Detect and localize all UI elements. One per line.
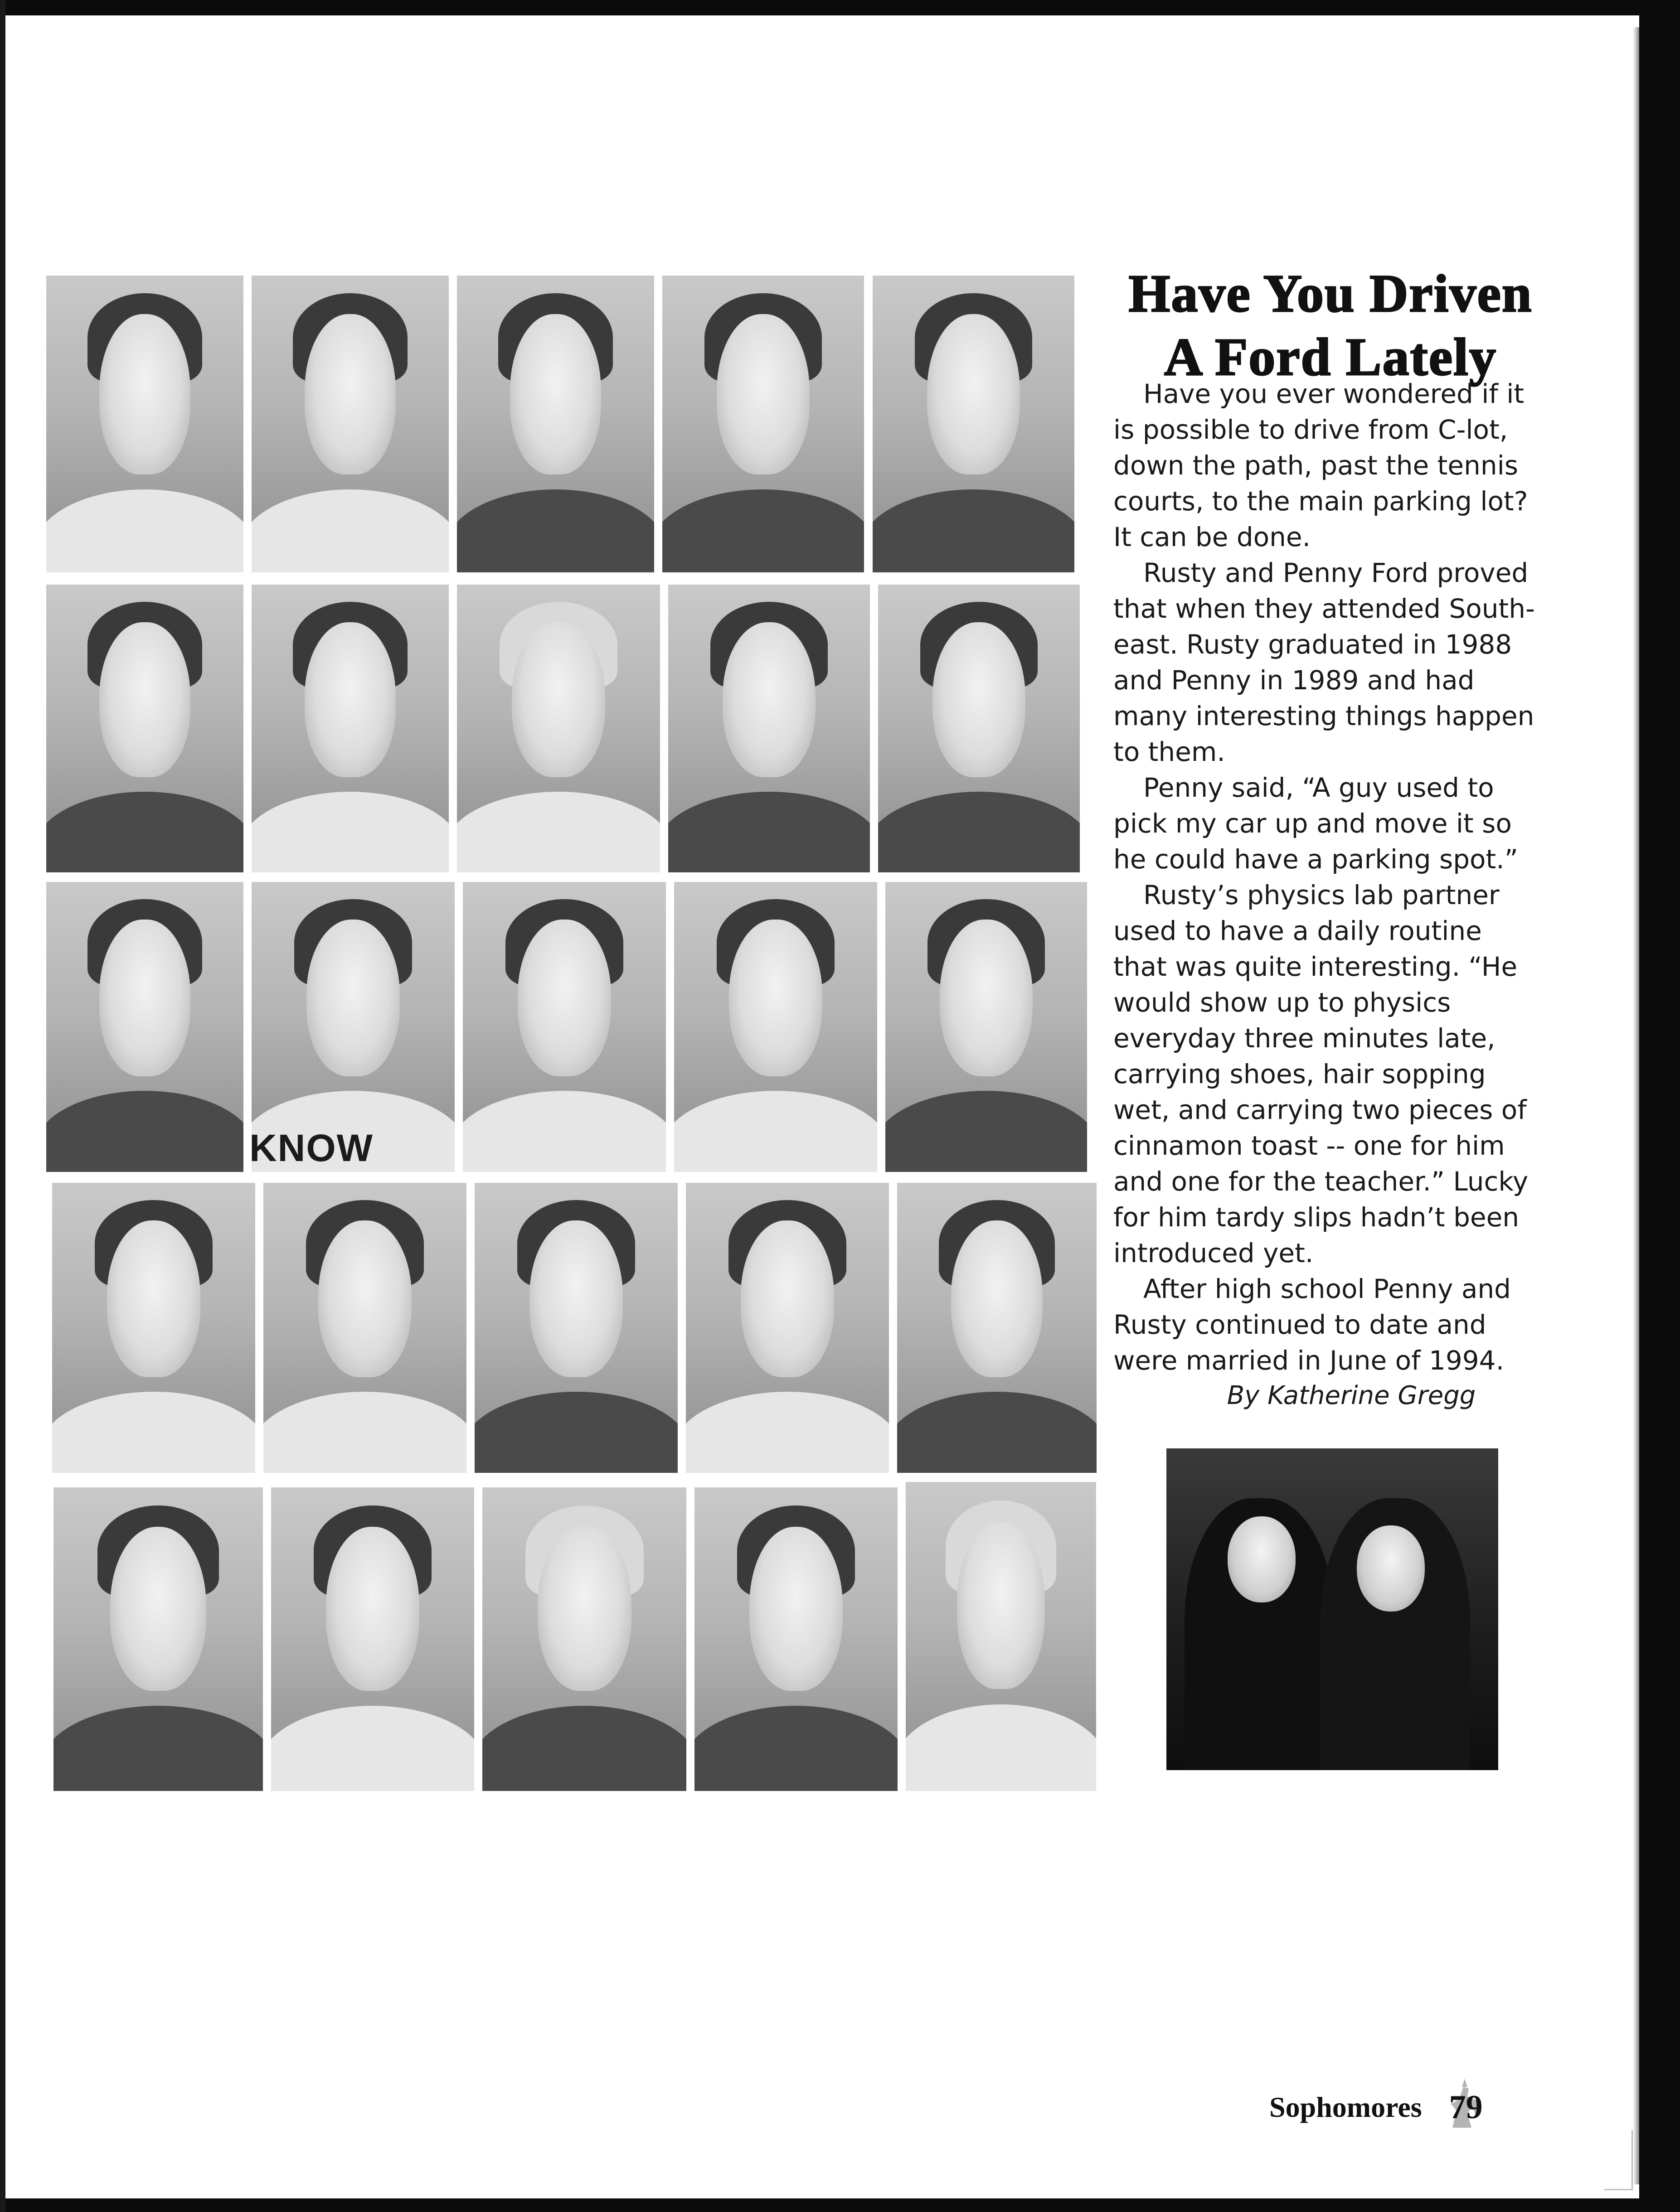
student-portrait <box>46 585 243 872</box>
student-portrait <box>668 585 870 872</box>
student-portrait <box>686 1183 889 1473</box>
student-portrait <box>897 1183 1097 1473</box>
student-portrait <box>885 882 1087 1172</box>
student-portrait <box>46 882 243 1172</box>
article-paragraph: Penny said, “A guy used to pick my car up and move it so he could have a parking spot.” <box>1113 772 1518 875</box>
article-paragraph: Rusty’s physics lab partner used to have a daily routine that was quite interesting. “He would show up to physics everyday three minutes late, carrying shoes, hair sopping wet, and carrying two pieces of cinnamon toast -- one for him and one for the teacher.” Lucky for him tardy slips hadn’t been introduced yet. <box>1113 880 1529 1268</box>
student-portrait <box>906 1482 1096 1791</box>
article-byline: By Katherine Gregg <box>1227 1381 1476 1410</box>
student-portrait <box>252 585 449 872</box>
article-headline <box>1092 262 1568 389</box>
student-portrait <box>252 276 449 572</box>
couple-photo <box>1166 1448 1498 1770</box>
student-portrait <box>263 1183 466 1473</box>
student-portrait <box>694 1487 898 1791</box>
page-corner <box>1604 2130 1633 2190</box>
page-number-badge <box>1432 2073 1500 2141</box>
student-portrait <box>46 276 243 572</box>
scan-border-bottom <box>0 2198 1680 2212</box>
student-portrait <box>878 585 1080 872</box>
headline-line-2: A Ford Lately <box>1164 327 1497 387</box>
article-paragraph: Have you ever wondered if it is possible to drive from C-lot, down the path, past the tennis courts, to the main parking lot? It can be done. <box>1113 378 1528 552</box>
scan-border-right <box>1639 0 1680 2212</box>
scan-border-left <box>0 0 5 2212</box>
student-portrait <box>271 1487 474 1791</box>
section-label: Sophomores <box>1269 2091 1422 2123</box>
student-portrait <box>873 276 1074 572</box>
page-footer <box>1269 2080 1500 2135</box>
article-paragraph: Rusty and Penny Ford proved that when they attended South-east. Rusty graduated in 1988 and Penny in 1989 and had many interesting things happen to them. <box>1113 557 1535 767</box>
book-spine-edge <box>1633 27 1639 2184</box>
page-number: 79 <box>1449 2088 1483 2126</box>
student-portrait <box>662 276 864 572</box>
student-portrait <box>53 1487 263 1791</box>
student-portrait <box>457 585 660 872</box>
student-portrait <box>674 882 877 1172</box>
article-body <box>1113 376 1539 1379</box>
student-portrait <box>482 1487 686 1791</box>
shirt-lettering: KNOW <box>249 1127 374 1169</box>
student-portrait <box>457 276 654 572</box>
student-portrait <box>475 1183 678 1473</box>
headline-line-1: Have You Driven <box>1128 264 1533 323</box>
article-paragraph: After high school Penny and Rusty continued to date and were married in June of 1994. <box>1113 1273 1511 1376</box>
student-portrait <box>52 1183 255 1473</box>
scan-border-top <box>0 0 1680 15</box>
student-portrait <box>463 882 666 1172</box>
